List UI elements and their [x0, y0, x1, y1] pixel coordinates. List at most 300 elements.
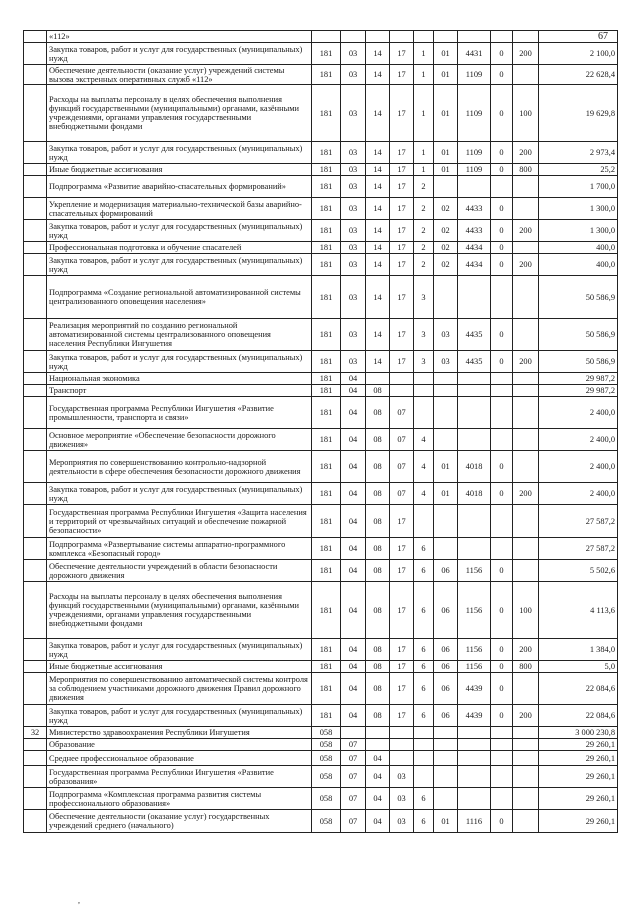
- row-name: Профессиональная подготовка и обучение спасателей: [47, 242, 312, 254]
- code-program: 17: [390, 142, 414, 164]
- code-extra: 0: [491, 483, 513, 505]
- table-row: [24, 164, 618, 176]
- table-body: [24, 31, 618, 833]
- code-expense-type: [513, 766, 539, 788]
- code-subprogram: [414, 373, 434, 385]
- row-number: [24, 766, 47, 788]
- row-number: [24, 373, 47, 385]
- row-number: [24, 429, 47, 451]
- code-program: [390, 727, 414, 739]
- code-extra: [491, 373, 513, 385]
- code-subsection: 14: [366, 164, 390, 176]
- code-event: 03: [434, 351, 458, 373]
- code-expense-type: [513, 451, 539, 483]
- row-amount: 22 628,4: [539, 65, 618, 85]
- code-event: [434, 739, 458, 751]
- code-event: 03: [434, 319, 458, 351]
- row-amount: 2 400,0: [539, 483, 618, 505]
- code-section: [341, 31, 366, 43]
- row-number: [24, 65, 47, 85]
- code-section: 04: [341, 639, 366, 661]
- code-subprogram: 2: [414, 176, 434, 198]
- row-amount: 4 113,6: [539, 582, 618, 639]
- code-direction: 1156: [458, 661, 491, 673]
- code-subsection: 08: [366, 483, 390, 505]
- row-amount: 27 587,2: [539, 505, 618, 538]
- row-name: Обеспечение деятельности (оказание услуг) государственных учреждений среднего (начального): [47, 810, 312, 833]
- footer-mark: ,: [78, 896, 80, 905]
- row-name: Обеспечение деятельности (оказание услуг) учреждений системы вызова экстренных оперативных служб «112»: [47, 65, 312, 85]
- code-program: 17: [390, 43, 414, 65]
- code-direction: 1156: [458, 582, 491, 639]
- code-section: 03: [341, 351, 366, 373]
- row-amount: 29 987,2: [539, 373, 618, 385]
- row-number: [24, 242, 47, 254]
- code-subsection: [366, 31, 390, 43]
- table-row: [24, 385, 618, 397]
- code-program: 17: [390, 505, 414, 538]
- code-section: 07: [341, 788, 366, 810]
- code-event: [434, 176, 458, 198]
- row-amount: 400,0: [539, 242, 618, 254]
- code-extra: 0: [491, 242, 513, 254]
- row-amount: 2 400,0: [539, 429, 618, 451]
- code-admin: 181: [312, 505, 341, 538]
- code-subsection: 08: [366, 538, 390, 560]
- code-subsection: 14: [366, 319, 390, 351]
- code-direction: [458, 751, 491, 766]
- code-expense-type: [513, 739, 539, 751]
- table-row: [24, 505, 618, 538]
- row-number: [24, 661, 47, 673]
- row-name: Мероприятия по совершенствованию контрольно-надзорной деятельности в сфере обеспечения безопасности дорожного движения: [47, 451, 312, 483]
- code-event: 02: [434, 198, 458, 220]
- code-admin: 181: [312, 397, 341, 429]
- code-expense-type: [513, 788, 539, 810]
- code-direction: 1109: [458, 65, 491, 85]
- code-subprogram: 4: [414, 483, 434, 505]
- code-admin: 181: [312, 538, 341, 560]
- code-program: 17: [390, 85, 414, 142]
- code-program: 17: [390, 276, 414, 319]
- code-extra: [491, 727, 513, 739]
- code-subprogram: [414, 397, 434, 429]
- code-extra: 0: [491, 639, 513, 661]
- code-program: 17: [390, 661, 414, 673]
- code-extra: 0: [491, 582, 513, 639]
- row-name: Иные бюджетные ассигнования: [47, 661, 312, 673]
- code-extra: 0: [491, 65, 513, 85]
- code-admin: 058: [312, 739, 341, 751]
- row-name: Закупка товаров, работ и услуг для государственных (муниципальных) нужд: [47, 142, 312, 164]
- code-program: 03: [390, 788, 414, 810]
- table-row: [24, 751, 618, 766]
- code-expense-type: 200: [513, 639, 539, 661]
- code-event: [434, 31, 458, 43]
- code-extra: 0: [491, 351, 513, 373]
- code-event: 06: [434, 639, 458, 661]
- row-number: [24, 582, 47, 639]
- code-direction: 1109: [458, 85, 491, 142]
- row-name: Закупка товаров, работ и услуг для государственных (муниципальных) нужд: [47, 43, 312, 65]
- code-subprogram: 4: [414, 429, 434, 451]
- code-subsection: 08: [366, 560, 390, 582]
- code-extra: 0: [491, 142, 513, 164]
- code-program: [390, 31, 414, 43]
- code-extra: 0: [491, 705, 513, 727]
- row-amount: 22 084,6: [539, 705, 618, 727]
- row-name: Закупка товаров, работ и услуг для государственных (муниципальных) нужд: [47, 351, 312, 373]
- code-expense-type: [513, 65, 539, 85]
- code-admin: 181: [312, 242, 341, 254]
- code-admin: 181: [312, 483, 341, 505]
- code-admin: 181: [312, 373, 341, 385]
- row-name: Национальная экономика: [47, 373, 312, 385]
- table-row: [24, 397, 618, 429]
- code-program: 17: [390, 198, 414, 220]
- code-event: [434, 538, 458, 560]
- code-direction: 4435: [458, 351, 491, 373]
- code-event: 02: [434, 254, 458, 276]
- code-event: 02: [434, 220, 458, 242]
- code-admin: 058: [312, 727, 341, 739]
- code-section: 03: [341, 220, 366, 242]
- code-admin: [312, 31, 341, 43]
- code-extra: [491, 739, 513, 751]
- code-subsection: 14: [366, 43, 390, 65]
- table-row: [24, 483, 618, 505]
- code-program: [390, 373, 414, 385]
- code-admin: 181: [312, 198, 341, 220]
- table-row: [24, 319, 618, 351]
- code-event: 06: [434, 582, 458, 639]
- code-expense-type: [513, 319, 539, 351]
- code-program: 07: [390, 483, 414, 505]
- code-expense-type: [513, 385, 539, 397]
- code-admin: 058: [312, 766, 341, 788]
- row-name: Расходы на выплаты персоналу в целях обеспечения выполнения функций государственными (муниципальными) органами, казёнными учреждениями, органами управления государственными внебюджетными фондами: [47, 85, 312, 142]
- table-row: [24, 176, 618, 198]
- code-subsection: 14: [366, 176, 390, 198]
- code-admin: 181: [312, 429, 341, 451]
- code-subprogram: [414, 727, 434, 739]
- row-amount: 2 400,0: [539, 397, 618, 429]
- row-number: [24, 385, 47, 397]
- code-event: [434, 385, 458, 397]
- code-extra: 0: [491, 673, 513, 705]
- code-program: 17: [390, 582, 414, 639]
- code-subprogram: 2: [414, 220, 434, 242]
- code-subprogram: 6: [414, 661, 434, 673]
- code-program: 17: [390, 220, 414, 242]
- row-amount: 1 300,0: [539, 220, 618, 242]
- row-number: [24, 788, 47, 810]
- code-program: 17: [390, 319, 414, 351]
- row-name: Закупка товаров, работ и услуг для государственных (муниципальных) нужд: [47, 254, 312, 276]
- code-event: [434, 397, 458, 429]
- row-amount: 29 260,1: [539, 751, 618, 766]
- code-subsection: 04: [366, 788, 390, 810]
- code-admin: 181: [312, 319, 341, 351]
- table-row: [24, 727, 618, 739]
- code-expense-type: 800: [513, 164, 539, 176]
- row-name: Закупка товаров, работ и услуг для государственных (муниципальных) нужд: [47, 220, 312, 242]
- table-row: [24, 276, 618, 319]
- row-number: [24, 705, 47, 727]
- code-expense-type: 100: [513, 85, 539, 142]
- code-subprogram: 6: [414, 705, 434, 727]
- code-event: [434, 788, 458, 810]
- code-expense-type: [513, 560, 539, 582]
- code-expense-type: [513, 505, 539, 538]
- code-extra: [491, 176, 513, 198]
- code-subsection: 14: [366, 242, 390, 254]
- code-direction: 1156: [458, 639, 491, 661]
- code-subsection: 08: [366, 661, 390, 673]
- table-row: [24, 739, 618, 751]
- code-direction: [458, 727, 491, 739]
- code-extra: [491, 505, 513, 538]
- code-subprogram: 3: [414, 351, 434, 373]
- code-admin: 181: [312, 65, 341, 85]
- row-number: [24, 319, 47, 351]
- code-expense-type: [513, 727, 539, 739]
- code-program: 03: [390, 810, 414, 833]
- code-event: [434, 766, 458, 788]
- table-row: [24, 351, 618, 373]
- code-subprogram: [414, 739, 434, 751]
- code-extra: [491, 429, 513, 451]
- code-extra: 0: [491, 451, 513, 483]
- code-expense-type: 100: [513, 582, 539, 639]
- code-section: 04: [341, 560, 366, 582]
- code-event: 06: [434, 661, 458, 673]
- row-number: [24, 198, 47, 220]
- code-extra: 0: [491, 43, 513, 65]
- code-section: 03: [341, 198, 366, 220]
- code-extra: [491, 538, 513, 560]
- row-number: 32: [24, 727, 47, 739]
- code-subsection: 08: [366, 429, 390, 451]
- row-number: [24, 739, 47, 751]
- code-section: [341, 727, 366, 739]
- code-subsection: 08: [366, 385, 390, 397]
- code-program: 07: [390, 451, 414, 483]
- row-amount: 2 973,4: [539, 142, 618, 164]
- code-expense-type: [513, 373, 539, 385]
- code-section: 07: [341, 766, 366, 788]
- code-extra: 0: [491, 319, 513, 351]
- code-subsection: 08: [366, 639, 390, 661]
- table-row: [24, 639, 618, 661]
- code-section: 04: [341, 505, 366, 538]
- code-extra: 0: [491, 220, 513, 242]
- row-name: Министерство здравоохранения Республики Ингушетия: [47, 727, 312, 739]
- row-number: [24, 451, 47, 483]
- code-program: [390, 751, 414, 766]
- code-admin: 181: [312, 254, 341, 276]
- row-number: [24, 254, 47, 276]
- code-extra: [491, 385, 513, 397]
- code-subprogram: [414, 31, 434, 43]
- code-subsection: 14: [366, 142, 390, 164]
- code-expense-type: [513, 276, 539, 319]
- row-name: Иные бюджетные ассигнования: [47, 164, 312, 176]
- code-program: 17: [390, 351, 414, 373]
- table-row: [24, 582, 618, 639]
- code-event: [434, 505, 458, 538]
- code-section: 03: [341, 176, 366, 198]
- row-amount: 3 000 230,8: [539, 727, 618, 739]
- code-program: 17: [390, 176, 414, 198]
- code-admin: 181: [312, 451, 341, 483]
- code-admin: 058: [312, 788, 341, 810]
- code-admin: 181: [312, 142, 341, 164]
- code-expense-type: 200: [513, 705, 539, 727]
- code-event: [434, 751, 458, 766]
- code-section: 04: [341, 673, 366, 705]
- code-subsection: 04: [366, 810, 390, 833]
- code-event: 06: [434, 705, 458, 727]
- row-amount: 5,0: [539, 661, 618, 673]
- row-amount: 2 400,0: [539, 451, 618, 483]
- row-amount: 25,2: [539, 164, 618, 176]
- code-section: 07: [341, 810, 366, 833]
- code-section: 04: [341, 397, 366, 429]
- code-extra: [491, 31, 513, 43]
- row-name: Подпрограмма «Создание региональной автоматизированной системы централизованного оповещения населения»: [47, 276, 312, 319]
- row-name: Государственная программа Республики Ингушетия «Развитие образования»: [47, 766, 312, 788]
- row-number: [24, 31, 47, 43]
- code-subprogram: [414, 505, 434, 538]
- row-name: Подпрограмма «Развертывание системы аппаратно-программного комплекса «Безопасный город»: [47, 538, 312, 560]
- table-row: [24, 538, 618, 560]
- code-admin: 181: [312, 220, 341, 242]
- code-expense-type: 200: [513, 483, 539, 505]
- code-subsection: 14: [366, 276, 390, 319]
- code-subsection: 08: [366, 451, 390, 483]
- code-subprogram: 6: [414, 673, 434, 705]
- code-extra: 0: [491, 810, 513, 833]
- code-admin: 058: [312, 751, 341, 766]
- code-event: 01: [434, 483, 458, 505]
- code-subsection: [366, 373, 390, 385]
- code-direction: 4435: [458, 319, 491, 351]
- row-amount: 50 586,9: [539, 276, 618, 319]
- code-expense-type: [513, 538, 539, 560]
- code-direction: [458, 373, 491, 385]
- code-section: 04: [341, 661, 366, 673]
- code-section: 04: [341, 429, 366, 451]
- code-expense-type: 200: [513, 43, 539, 65]
- code-admin: 181: [312, 673, 341, 705]
- code-admin: 181: [312, 661, 341, 673]
- code-admin: 181: [312, 560, 341, 582]
- code-direction: [458, 739, 491, 751]
- table-row: [24, 242, 618, 254]
- row-number: [24, 142, 47, 164]
- code-program: 17: [390, 639, 414, 661]
- code-section: 03: [341, 43, 366, 65]
- row-name: «112»: [47, 31, 312, 43]
- row-number: [24, 673, 47, 705]
- code-event: 06: [434, 673, 458, 705]
- code-direction: [458, 397, 491, 429]
- code-expense-type: [513, 198, 539, 220]
- code-event: 01: [434, 451, 458, 483]
- code-direction: [458, 766, 491, 788]
- code-section: 04: [341, 451, 366, 483]
- code-subprogram: 6: [414, 582, 434, 639]
- code-expense-type: [513, 397, 539, 429]
- code-program: 17: [390, 65, 414, 85]
- row-number: [24, 351, 47, 373]
- code-direction: 4433: [458, 220, 491, 242]
- code-admin: 181: [312, 85, 341, 142]
- row-amount: 29 260,1: [539, 788, 618, 810]
- code-admin: 181: [312, 276, 341, 319]
- code-extra: [491, 788, 513, 810]
- code-subprogram: 2: [414, 242, 434, 254]
- table-row: [24, 673, 618, 705]
- row-amount: 27 587,2: [539, 538, 618, 560]
- code-program: 17: [390, 560, 414, 582]
- code-extra: [491, 276, 513, 319]
- code-direction: [458, 505, 491, 538]
- row-amount: 1 384,0: [539, 639, 618, 661]
- code-extra: 0: [491, 560, 513, 582]
- row-amount: 5 502,6: [539, 560, 618, 582]
- code-subsection: [366, 739, 390, 751]
- code-extra: [491, 766, 513, 788]
- code-section: 03: [341, 142, 366, 164]
- code-direction: 4018: [458, 451, 491, 483]
- code-subsection: 14: [366, 254, 390, 276]
- code-subsection: 14: [366, 85, 390, 142]
- code-subsection: 14: [366, 198, 390, 220]
- code-event: [434, 727, 458, 739]
- code-admin: 181: [312, 176, 341, 198]
- code-expense-type: [513, 176, 539, 198]
- table-row: [24, 560, 618, 582]
- code-section: 07: [341, 739, 366, 751]
- row-name: Закупка товаров, работ и услуг для государственных (муниципальных) нужд: [47, 639, 312, 661]
- code-section: 04: [341, 373, 366, 385]
- code-subprogram: [414, 766, 434, 788]
- code-extra: 0: [491, 164, 513, 176]
- code-admin: 181: [312, 43, 341, 65]
- row-number: [24, 810, 47, 833]
- row-amount: 1 700,0: [539, 176, 618, 198]
- code-admin: 058: [312, 810, 341, 833]
- table-row: [24, 65, 618, 85]
- code-direction: 4439: [458, 705, 491, 727]
- code-subprogram: 2: [414, 198, 434, 220]
- code-event: 01: [434, 164, 458, 176]
- code-admin: 181: [312, 351, 341, 373]
- code-expense-type: 200: [513, 142, 539, 164]
- code-subprogram: 3: [414, 276, 434, 319]
- code-subsection: 08: [366, 582, 390, 639]
- row-amount: 19 629,8: [539, 85, 618, 142]
- row-amount: [539, 31, 618, 43]
- code-admin: 181: [312, 582, 341, 639]
- code-section: 03: [341, 276, 366, 319]
- row-name: Образование: [47, 739, 312, 751]
- row-name: Закупка товаров, работ и услуг для государственных (муниципальных) нужд: [47, 705, 312, 727]
- code-direction: 4434: [458, 242, 491, 254]
- code-program: 17: [390, 254, 414, 276]
